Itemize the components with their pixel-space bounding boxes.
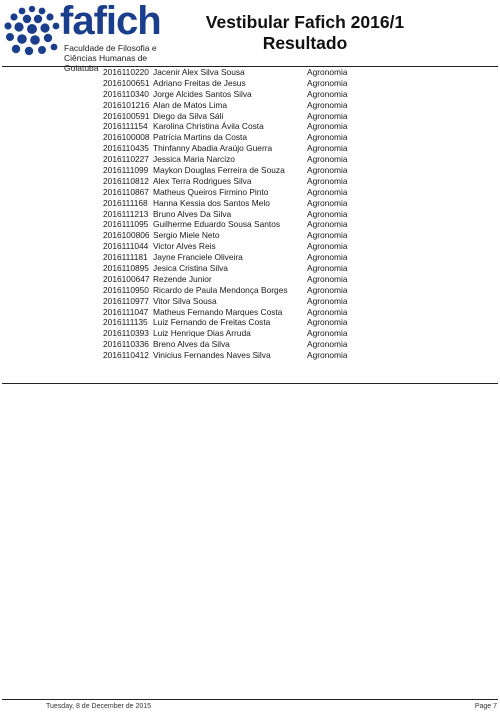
logo-subtitle-line1: Faculdade de Filosofia e bbox=[64, 43, 157, 53]
logo-wordmark: fafich bbox=[60, 0, 161, 43]
candidate-name: Bruno Alves Da Silva bbox=[153, 208, 232, 219]
table-row bbox=[0, 165, 500, 176]
candidate-name: Jayne Franciele Oliveira bbox=[153, 252, 243, 263]
table-row bbox=[0, 241, 500, 252]
candidate-course: Agronomia bbox=[307, 230, 348, 241]
page-title bbox=[180, 12, 430, 54]
candidate-id: 2016101216 bbox=[103, 99, 150, 110]
candidate-course: Agronomia bbox=[307, 350, 348, 361]
candidate-course: Agronomia bbox=[307, 110, 348, 121]
table-row bbox=[0, 209, 500, 220]
candidate-course: Agronomia bbox=[307, 306, 348, 317]
candidate-name: Ricardo de Paula Mendonça Borges bbox=[153, 284, 288, 295]
table-row bbox=[0, 263, 500, 274]
candidate-id: 2016100806 bbox=[103, 230, 150, 241]
candidate-id: 2016111099 bbox=[103, 165, 149, 176]
candidate-course: Agronomia bbox=[307, 186, 348, 197]
dots-globe-icon bbox=[2, 3, 62, 59]
candidate-id: 2016111095 bbox=[103, 219, 149, 230]
candidate-id: 2016110950 bbox=[103, 284, 149, 295]
candidate-name: Diego da Silva Sáli bbox=[153, 110, 224, 121]
candidate-name: Sergio Miele Neto bbox=[153, 230, 220, 241]
candidate-course: Agronomia bbox=[307, 241, 348, 252]
candidate-course: Agronomia bbox=[307, 67, 348, 77]
page-number: Page 7 bbox=[474, 703, 497, 710]
candidate-id: 2016100651 bbox=[103, 77, 150, 88]
logo-subtitle-line2: Ciências Humanas de Goiatuba bbox=[64, 53, 148, 73]
candidate-name: Patrícia Martins da Costa bbox=[153, 132, 248, 143]
table-row bbox=[0, 89, 500, 100]
candidate-id: 2016100008 bbox=[103, 132, 150, 143]
table-row bbox=[0, 317, 500, 328]
candidate-name: Thinfanny Abadia Araújo Guerra bbox=[153, 143, 273, 154]
candidate-id: 2016100591 bbox=[103, 110, 150, 121]
table-row bbox=[0, 230, 500, 241]
candidate-id: 2016111135 bbox=[103, 317, 148, 328]
candidate-name: Rezende Junior bbox=[153, 273, 212, 284]
table-row bbox=[0, 132, 500, 143]
candidate-name: Matheus Queiros Firmino Pinto bbox=[153, 186, 269, 197]
candidate-course: Agronomia bbox=[307, 284, 348, 295]
candidate-id: 2016110867 bbox=[103, 186, 149, 197]
candidate-id: 2016111154 bbox=[103, 121, 148, 132]
candidate-name: Breno Alves da Silva bbox=[153, 339, 230, 350]
table-row bbox=[0, 307, 500, 318]
candidate-name: Matheus Fernando Marques Costa bbox=[153, 306, 283, 317]
candidate-id: 2016100647 bbox=[103, 273, 150, 284]
footer-date: Tuesday, 8 de December de 2015 bbox=[46, 703, 152, 710]
table-row bbox=[0, 187, 500, 198]
table-end-divider bbox=[2, 383, 498, 384]
candidate-course: Agronomia bbox=[307, 197, 348, 208]
table-row bbox=[0, 296, 500, 307]
candidate-name: Victor Alves Reis bbox=[153, 241, 216, 252]
candidate-course: Agronomia bbox=[307, 208, 348, 219]
candidate-course: Agronomia bbox=[307, 328, 348, 339]
candidate-id: 2016110812 bbox=[103, 175, 149, 186]
table-row bbox=[0, 219, 500, 230]
candidate-course: Agronomia bbox=[307, 175, 348, 186]
candidate-id: 2016111044 bbox=[103, 241, 149, 252]
candidate-id: 2016110412 bbox=[103, 350, 149, 361]
candidate-name: Luiz Henrique Dias Arruda bbox=[153, 328, 251, 339]
candidate-name: Alex Terra Rodrigues Silva bbox=[153, 175, 252, 186]
candidate-name: Guilherme Eduardo Sousa Santos bbox=[153, 219, 281, 230]
candidate-id: 2016110220 bbox=[103, 67, 149, 77]
candidate-id: 2016110977 bbox=[103, 295, 149, 306]
candidate-course: Agronomia bbox=[307, 263, 348, 274]
table-row bbox=[0, 143, 500, 154]
table-row bbox=[0, 339, 500, 350]
candidate-id: 2016111181 bbox=[103, 252, 148, 263]
candidate-course: Agronomia bbox=[307, 99, 348, 110]
candidate-id: 2016111168 bbox=[103, 197, 148, 208]
candidate-id: 2016110895 bbox=[103, 263, 149, 274]
candidate-id: 2016110435 bbox=[103, 143, 149, 154]
candidate-course: Agronomia bbox=[307, 88, 348, 99]
table-row bbox=[0, 154, 500, 165]
table-row bbox=[0, 285, 500, 296]
candidate-id: 2016110340 bbox=[103, 88, 149, 99]
candidate-id: 2016111213 bbox=[103, 208, 149, 219]
table-row bbox=[0, 350, 500, 361]
candidate-course: Agronomia bbox=[307, 219, 348, 230]
candidate-course: Agronomia bbox=[307, 77, 348, 88]
candidate-course: Agronomia bbox=[307, 317, 348, 328]
results-table bbox=[0, 67, 500, 361]
candidate-name: Adriano Freitas de Jesus bbox=[153, 77, 246, 88]
candidate-course: Agronomia bbox=[307, 339, 348, 350]
candidate-id: 2016110336 bbox=[103, 339, 149, 350]
candidate-name: Vitor Silva Sousa bbox=[153, 295, 217, 306]
candidate-name: Hanna Kessia dos Santos Melo bbox=[153, 197, 270, 208]
table-row bbox=[0, 252, 500, 263]
candidate-name: Maykon Douglas Ferreira de Souza bbox=[153, 165, 285, 176]
candidate-name: Karolina Christina Ávila Costa bbox=[153, 121, 264, 132]
candidate-id: 2016111047 bbox=[103, 306, 149, 317]
title-line2: Resultado bbox=[262, 33, 348, 53]
candidate-course: Agronomia bbox=[307, 143, 348, 154]
title-line1: Vestibular Fafich 2016/1 bbox=[205, 12, 405, 32]
table-row bbox=[0, 78, 500, 89]
candidate-id: 2016110393 bbox=[103, 328, 149, 339]
candidate-course: Agronomia bbox=[307, 165, 348, 176]
table-row bbox=[0, 111, 500, 122]
footer-divider bbox=[2, 699, 498, 700]
candidate-course: Agronomia bbox=[307, 121, 348, 132]
candidate-name: Jessica Maria Narcizo bbox=[153, 154, 235, 165]
candidate-course: Agronomia bbox=[307, 132, 348, 143]
candidate-name: Jacenir Alex Silva Sousa bbox=[153, 67, 245, 77]
candidate-name: Jesica Cristina Silva bbox=[153, 263, 228, 274]
table-row bbox=[0, 198, 500, 209]
candidate-course: Agronomia bbox=[307, 273, 348, 284]
table-row bbox=[0, 67, 500, 78]
table-row bbox=[0, 176, 500, 187]
table-row bbox=[0, 100, 500, 111]
candidate-course: Agronomia bbox=[307, 295, 348, 306]
candidate-course: Agronomia bbox=[307, 154, 348, 165]
candidate-course: Agronomia bbox=[307, 252, 348, 263]
candidate-name: Jorge Alcides Santos Silva bbox=[153, 88, 252, 99]
candidate-name: Vinicius Fernandes Naves Silva bbox=[153, 350, 271, 361]
candidate-name: Luiz Fernando de Freitas Costa bbox=[153, 317, 271, 328]
table-row bbox=[0, 328, 500, 339]
table-row bbox=[0, 121, 500, 132]
candidate-id: 2016110227 bbox=[103, 154, 149, 165]
table-row bbox=[0, 274, 500, 285]
candidate-name: Alan de Matos Lima bbox=[153, 99, 228, 110]
